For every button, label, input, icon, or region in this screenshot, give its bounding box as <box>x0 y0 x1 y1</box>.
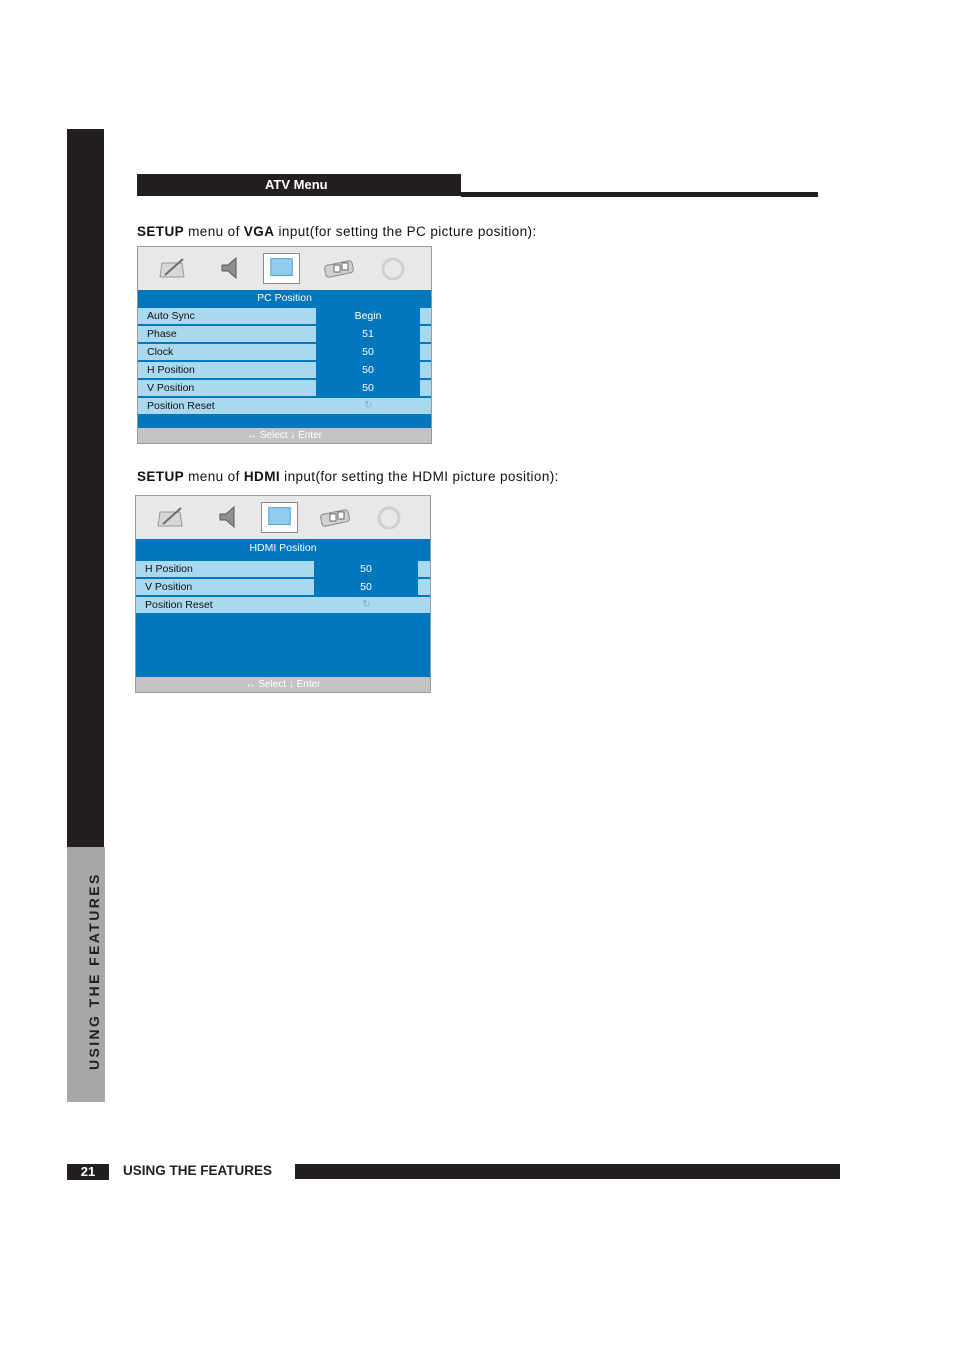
caption-input-name: VGA <box>243 224 275 239</box>
row-label: Auto Sync <box>147 310 195 322</box>
caption-input-name: HDMI <box>243 469 281 484</box>
caption-setup-word: SETUP <box>137 469 185 484</box>
row-label: Position Reset <box>145 599 213 611</box>
row-value: 50 <box>314 579 418 595</box>
caption-text: menu of <box>184 469 244 484</box>
row-label: H Position <box>145 563 193 575</box>
row-value: Begin <box>316 308 420 324</box>
menu-row-phase[interactable] <box>138 325 431 343</box>
caption-setup-word: SETUP <box>137 224 185 239</box>
row-label: Phase <box>147 328 177 340</box>
page-number: 21 <box>67 1164 109 1180</box>
menu-title: HDMI Position <box>249 542 317 554</box>
row-value: 51 <box>316 326 420 342</box>
setup-icon[interactable] <box>261 502 298 533</box>
lock-icon[interactable] <box>378 253 408 283</box>
menu-row-auto-sync[interactable] <box>138 307 431 325</box>
hdmi-setup-menu <box>135 495 431 693</box>
sidebar-label: USING THE FEATURES <box>86 872 102 1070</box>
row-value: 50 <box>316 344 420 360</box>
reset-icon: ↻ <box>364 400 373 411</box>
menu-title: PC Position <box>257 292 312 304</box>
menu-row-v-position[interactable] <box>136 578 430 596</box>
lock-icon[interactable] <box>374 502 404 532</box>
vga-setup-menu <box>137 246 432 444</box>
header-rule <box>461 192 818 197</box>
footer-section-title: USING THE FEATURES <box>123 1163 273 1178</box>
timer-icon[interactable] <box>322 253 356 283</box>
menu-icon-bar <box>136 496 430 539</box>
caption-text: menu of <box>184 224 244 239</box>
menu-footer-hint: ↔ Select ↓ Enter <box>136 677 430 692</box>
row-label: H Position <box>147 364 195 376</box>
menu-row-clock[interactable] <box>138 343 431 361</box>
row-label: V Position <box>145 581 193 593</box>
footer-rule <box>295 1164 840 1179</box>
menu-row-h-position[interactable] <box>138 361 431 379</box>
hdmi-caption <box>137 469 559 484</box>
section-title: ATV Menu <box>265 177 328 192</box>
picture-icon[interactable] <box>155 502 185 532</box>
caption-text: input(for setting the HDMI picture position): <box>280 469 559 484</box>
sound-icon[interactable] <box>214 253 244 283</box>
menu-row-position-reset[interactable] <box>136 596 430 614</box>
row-label: Position Reset <box>147 400 215 412</box>
row-value: 50 <box>314 561 418 577</box>
timer-icon[interactable] <box>318 502 352 532</box>
setup-icon[interactable] <box>263 253 300 284</box>
section-header-tab <box>137 174 461 196</box>
picture-icon[interactable] <box>157 253 187 283</box>
row-label: V Position <box>147 382 195 394</box>
menu-footer-hint: ↔ Select ↓ Enter <box>138 428 431 443</box>
row-value: 50 <box>316 362 420 378</box>
menu-row-v-position[interactable] <box>138 379 431 397</box>
vga-caption <box>137 224 537 239</box>
menu-row-h-position[interactable] <box>136 560 430 578</box>
menu-row-position-reset[interactable] <box>138 397 431 415</box>
row-label: Clock <box>147 346 174 358</box>
sidebar-dark-bar <box>67 129 104 847</box>
reset-icon: ↻ <box>362 599 371 610</box>
caption-text: input(for setting the PC picture position): <box>274 224 537 239</box>
row-value: 50 <box>316 380 420 396</box>
menu-icon-bar <box>138 247 431 290</box>
sound-icon[interactable] <box>212 502 242 532</box>
